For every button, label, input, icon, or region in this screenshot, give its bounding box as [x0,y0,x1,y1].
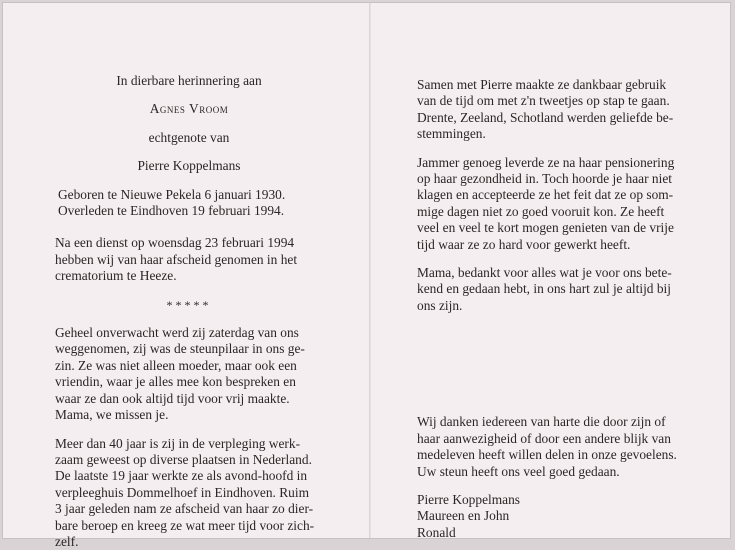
text-line: Na een dienst op woensdag 23 februari 1994 [55,235,323,251]
text-line: op haar gezondheid in. Toch hoorde je haar niet [417,171,689,187]
text-line: vriendin, waar je alles mee kon bespreken en [55,374,323,390]
text-line: zin. Ze was niet alleen moeder, maar ook een [55,358,323,374]
text-line: crematorium te Heeze. [55,268,323,284]
text-line: verpleeghuis Dommelhoef in Eindhoven. Ruim [55,485,323,501]
text-line: Uw steun heeft ons veel goed gedaan. [417,464,689,480]
text-line: van de tijd om met z'n tweetjes op stap te gaan. [417,93,689,109]
text-line: haar aanwezigheid of door een andere blijk van [417,431,689,447]
text-line: Drente, Zeeland, Schotland werden geliefde be- [417,110,689,126]
memorial-card [2,2,731,539]
right-page [417,77,689,541]
paragraph-thanks-mama [417,265,689,314]
signature-line: Ronald [417,525,689,541]
text-line: zelf. [55,534,323,550]
text-line: 3 jaar geleden nam ze afscheid van haar zo dier- [55,501,323,517]
text-line: hebben wij van haar afscheid genomen in het [55,252,323,268]
text-line: Wij danken iedereen van harte die door zijn of [417,414,689,430]
text-line: Mama, bedankt voor alles wat je voor ons bete- [417,265,689,281]
death-line: Overleden te Eindhoven 19 februari 1994. [55,203,323,219]
text-line: Samen met Pierre maakte ze dankbaar gebruik [417,77,689,93]
text-line: mige dagen niet zo goed vooruit kon. Ze heeft [417,204,689,220]
text-line: zaam geweest op diverse plaatsen in Nederland. [55,452,323,468]
text-line: Meer dan 40 jaar is zij in de verpleging werk- [55,436,323,452]
card-fold [369,3,371,538]
signature-line: Pierre Koppelmans [417,492,689,508]
text-line: veel en veel te kort mogen genieten van de vrije [417,220,689,236]
deceased-name: Agnes Vroom [55,101,323,117]
text-line: De laatste 19 jaar werkte ze als avond-hoofd in [55,468,323,484]
left-page [55,73,323,550]
paragraph-retirement [417,155,689,253]
spouse-name: Pierre Koppelmans [55,158,323,174]
in-memory-heading: In dierbare herinnering aan [55,73,323,89]
text-line: bare beroep en kreeg ze wat meer tijd voor zich- [55,518,323,534]
birth-line: Geboren te Nieuwe Pekela 6 januari 1930. [55,187,323,203]
text-line: weggenomen, zij was de steunpilaar in ons ge- [55,341,323,357]
service-paragraph [55,235,323,284]
text-line: ons zijn. [417,298,689,314]
text-line: klagen en accepteerde ze het feit dat ze op som- [417,187,689,203]
acknowledgement-paragraph [417,414,689,480]
text-line: kend en gedaan hebt, in ons hart zul je altijd bij [417,281,689,297]
spouse-of-label: echtgenote van [55,130,323,146]
text-line: Geheel onverwacht werd zij zaterdag van ons [55,325,323,341]
text-line: stemmingen. [417,126,689,142]
text-line: tijd waar ze zo hard voor gewerkt heeft. [417,237,689,253]
paragraph-1 [55,325,323,423]
text-line: Mama, we missen je. [55,407,323,423]
text-line: waar ze dan ook altijd tijd voor vrij maakte. [55,391,323,407]
text-line: Jammer genoeg leverde ze na haar pensionering [417,155,689,171]
text-line: medeleven heeft willen delen in onze gevoelens. [417,447,689,463]
paragraph-travel [417,77,689,143]
signature-line: Maureen en John [417,508,689,524]
star-divider: ***** [55,297,323,313]
signatures [417,492,689,541]
paragraph-2 [55,436,323,550]
